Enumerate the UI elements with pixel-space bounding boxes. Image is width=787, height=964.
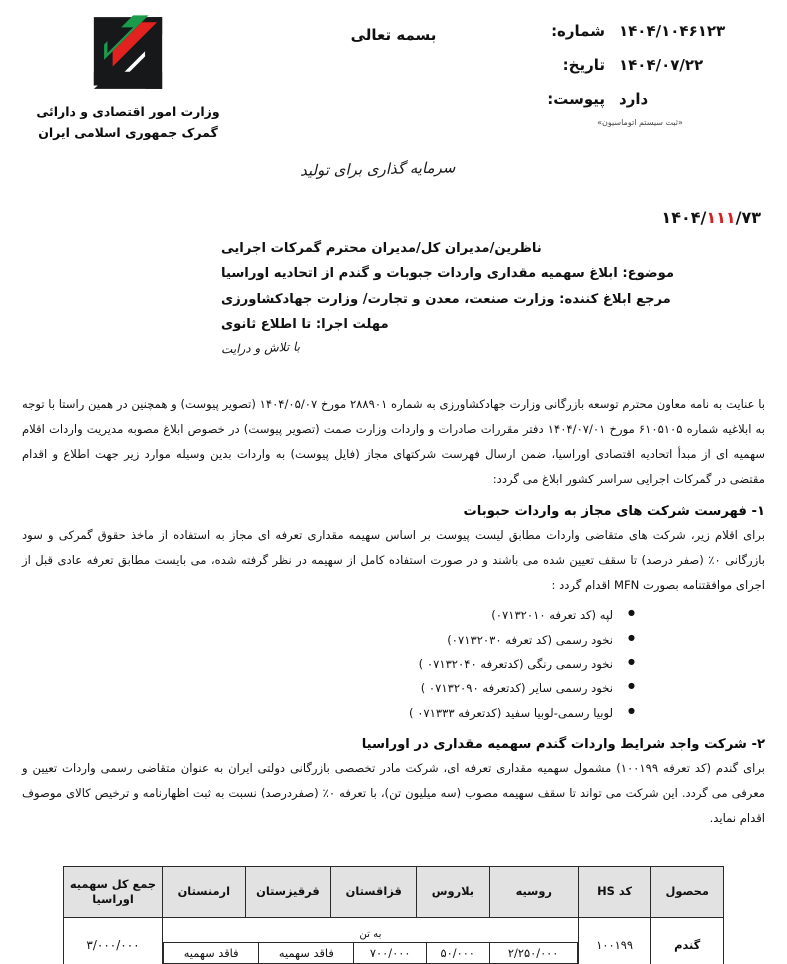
col-header-armenia: ارمنستان <box>163 867 246 918</box>
handwritten-annotation: با تلاش و درایت <box>220 340 301 357</box>
cell-hs-code: ۱۰۰۱۹۹ <box>578 918 651 964</box>
meta-value-attachment: دارد <box>619 90 649 108</box>
country-quota-subtable <box>163 927 578 964</box>
meta-row-attachment <box>539 90 769 108</box>
list-item: ● نخود رسمی سایر (کدتعرفه ۰۷۱۳۲۰۹۰ ) <box>22 676 765 700</box>
section-2-paragraph: برای گندم (کد تعرفه ۱۰۰۱۹۹) مشمول سهمیه مقداری تعرفه ای، شرکت مادر تخصصی بازرگانی دولتی ایران به عنوان متقاضی رسمی واردات تعیین و معرفی می گردد. این شرکت می تواند تا سقف سهیمه مصوب (سه میلیون تن)، با تعرفه ۰٪ (صفردرصد) نسبت به ثبت اظهارنامه و ترخیص کالای موصوف اقدام نماید. <box>22 761 765 826</box>
section-1-paragraph: برای اقلام زیر، شرکت های متقاضی واردات مطابق لیست پیوست بر اساس سهیمه مقداری تعرفه ای مجاز به استفاده از ماخذ حقوق گمرکی و سود بازرگانی ۰٪ (صفر درصد) تا سقف تعیین شده می باشند و در صورت استفاده کامل از سهیمه در نظر گرفته شده، می بایست مطابق تعرفه عادی قبل از اجرای موافقتنامه بصورت MFN اقدام گردد : <box>22 527 765 592</box>
section-2-heading: ۲- شرکت واجد شرایط واردات گندم سهمیه مقداری در اوراسیا <box>361 737 765 753</box>
doc-ref-suffix: /۷۳ <box>735 208 761 227</box>
wheat-quota-table-wrapper <box>63 866 724 964</box>
cell-country-quota-group <box>163 918 579 964</box>
issuing-authority-line: مرجع ابلاغ کننده: وزارت صنعت، معدن و تجارت/ وزارت جهادکشاورزی <box>221 291 671 307</box>
meta-row-number <box>539 22 769 40</box>
doc-ref-highlight: ۱۱۱ <box>706 208 736 227</box>
table-row <box>64 918 724 964</box>
meta-label-number: شماره: <box>551 22 605 40</box>
addressee-line: ناظرین/مدیران کل/مدیران محترم گمرکات اجرایی <box>221 241 542 256</box>
ministry-name: وزارت امور اقتصادی و دارائی <box>36 104 220 119</box>
tariff-item-list <box>22 603 765 725</box>
country-values-row <box>164 942 578 963</box>
col-header-belarus: بلاروس <box>417 867 490 918</box>
doc-ref-prefix: ۱۴۰۴/ <box>661 208 707 227</box>
intro-paragraph: با عنایت به نامه معاون محترم توسعه بازرگانی وزارت جهادکشاورزی به شماره ۲۸۸۹۰۱ مورخ ۱۴۰۴/۰۵/۰۷ (تصویر پیوست) و همچنین در همین راستا با توجه به ابلاغیه شماره ۶۱۰۵۱۰۵ مورخ ۱۴۰۴/۰۷/۰۱ دفتر مقررات صادرات و واردات وزارت صمت (تصویر پیوست) در خصوص ابلاغ مصوبه مدیریت واردات اقلام سهمیه ای از مبدأ اتحادیه اقتصادی اوراسیا، ضمن ارسال فهرست شرکتهای مجاز (فایل پیوست) به واردات بدین وسیله موارد زیر جهت اطلاع و اقدام مقتضی در گمرکات اجرایی سراسر کشور ابلاغ می گردد: <box>22 397 766 486</box>
document-reference-stamp <box>661 208 761 227</box>
basmala-heading: بسمه تعالی <box>350 26 437 44</box>
cell-unit-label: به تن <box>164 927 578 943</box>
col-header-hs-code: کد HS <box>578 867 651 918</box>
unit-label-row <box>164 927 578 943</box>
col-header-kyrgyzstan: قرقیزستان <box>245 867 331 918</box>
cell-kazakhstan-value: ۷۰۰/۰۰۰ <box>354 942 426 963</box>
meta-value-date: ۱۴۰۴/۰۷/۲۲ <box>619 56 704 74</box>
cell-kyrgyzstan-value: فاقد سهمیه <box>259 942 354 963</box>
meta-value-number: ۱۴۰۴/۱۰۴۶۱۲۳ <box>619 22 726 40</box>
subject-block <box>221 236 761 356</box>
cell-product: گندم <box>651 918 724 964</box>
col-header-product: محصول <box>651 867 724 918</box>
cell-russia-value: ۲/۲۵۰/۰۰۰ <box>489 942 577 963</box>
col-header-total-quota: جمع کل سهمیه اوراسیا <box>64 867 163 918</box>
document-body <box>22 392 765 837</box>
table-header-row <box>64 867 724 918</box>
customs-emblem-icon <box>85 12 171 94</box>
production-investment-slogan: سرمایه گذاری برای تولید <box>299 158 456 180</box>
cell-total-quota: ۳/۰۰۰/۰۰۰ <box>64 918 163 964</box>
cell-belarus-value: ۵۰/۰۰۰ <box>426 942 489 963</box>
organization-name: گمرک جمهوری اسلامی ایران <box>38 124 218 140</box>
meta-label-attachment: پیوست: <box>547 90 605 108</box>
organization-logo-block <box>18 12 238 143</box>
list-item: ● لوبیا رسمی-لوبیا سفید (کدتعرفه ۰۷۱۳۳۳ ) <box>22 701 765 725</box>
list-item: ● لپه (کد تعرفه ۰۷۱۳۲۰۱۰) <box>22 603 765 627</box>
cell-armenia-value: فاقد سهمیه <box>164 942 259 963</box>
document-meta-block <box>539 22 769 127</box>
meta-label-date: تاریخ: <box>562 56 605 74</box>
execution-deadline-line: مهلت اجرا: تا اطلاع ثانوی <box>221 317 389 333</box>
col-header-russia: روسیه <box>489 867 578 918</box>
list-item: ● نخود رسمی (کد تعرفه ۰۷۱۳۲۰۳۰) <box>22 628 765 652</box>
col-header-kazakhstan: قزاقستان <box>331 867 417 918</box>
section-1-heading: ۱- فهرست شرکت های مجاز به واردات حبوبات <box>463 503 765 519</box>
automation-registration-note: «ثبت سیستم اتوماسیون» <box>597 118 683 127</box>
meta-row-date <box>539 56 769 74</box>
subject-line: موضوع: ابلاغ سهمیه مقداری واردات جبوبات و گندم از اتحادیه اوراسیا <box>221 266 675 282</box>
wheat-quota-table <box>63 866 724 964</box>
list-item: ● نخود رسمی رنگی (کدتعرفه ۰۷۱۳۲۰۴۰ ) <box>22 652 765 676</box>
